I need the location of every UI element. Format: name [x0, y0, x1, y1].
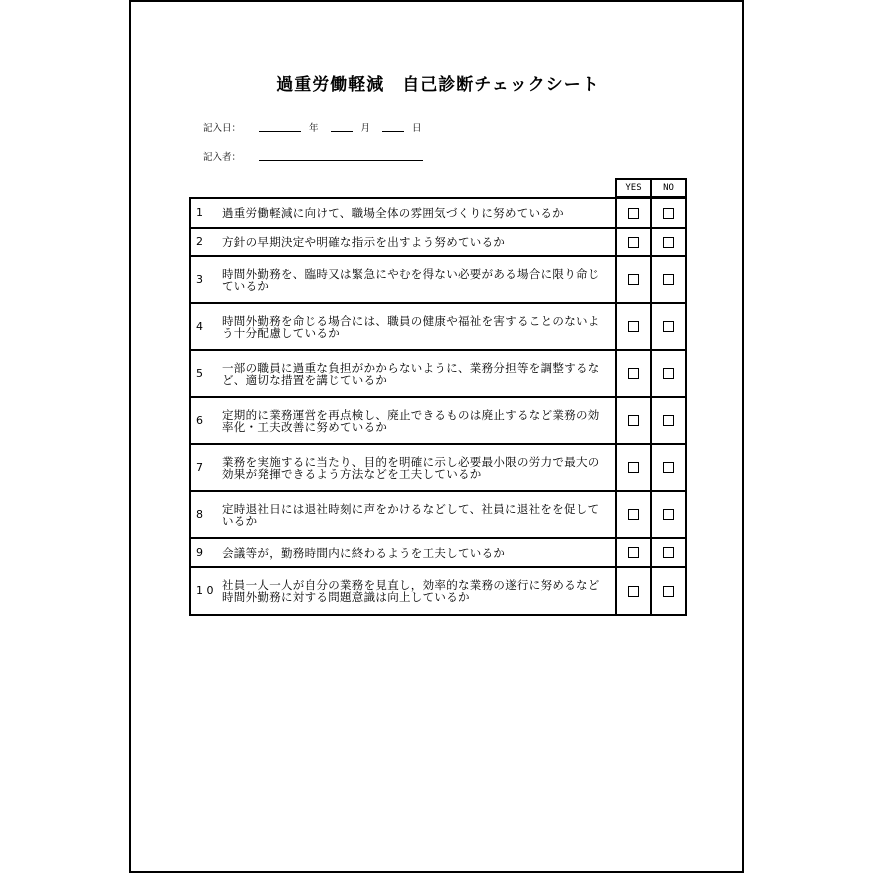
table-row	[189, 197, 687, 229]
question-number: 1	[196, 206, 203, 219]
table-row	[189, 351, 687, 398]
yes-cell	[617, 492, 652, 537]
table-row	[189, 257, 687, 304]
yes-checkbox[interactable]	[628, 368, 639, 379]
no-cell	[652, 492, 685, 537]
yes-cell	[617, 257, 652, 302]
no-checkbox[interactable]	[663, 586, 674, 597]
table-row	[189, 539, 687, 568]
question-cell	[191, 351, 617, 396]
question-cell	[191, 445, 617, 490]
no-cell	[652, 257, 685, 302]
yes-cell	[617, 199, 652, 227]
no-checkbox[interactable]	[663, 237, 674, 248]
yes-header: YES	[615, 178, 652, 198]
day-label: 日	[412, 123, 422, 134]
yes-cell	[617, 398, 652, 443]
question-text: 社員一人一人が自分の業務を見直し，効率的な業務の遂行に努めるなど時間外勤務に対する問題意識は向上しているか	[222, 578, 600, 604]
question-text: 定期的に業務運営を再点検し、廃止できるものは廃止するなど業務の効率化・工夫改善に努めているか	[222, 407, 600, 434]
no-cell	[652, 539, 685, 566]
yes-checkbox[interactable]	[628, 462, 639, 473]
no-cell	[652, 398, 685, 443]
question-text: 定時退社日には退社時刻に声をかけるなどして、社員に退社をを促しているか	[222, 501, 600, 528]
question-cell	[191, 398, 617, 443]
table-row	[189, 568, 687, 616]
day-blank[interactable]	[382, 130, 404, 132]
question-cell	[191, 492, 617, 537]
no-checkbox[interactable]	[663, 274, 674, 285]
yes-checkbox[interactable]	[628, 586, 639, 597]
question-text: 業務を実施するに当たり、目的を明確に示し必要最小限の労力で最大の効果が発揮できるよう方法などを工夫しているか	[222, 454, 600, 481]
no-checkbox[interactable]	[663, 509, 674, 520]
no-cell	[652, 199, 685, 227]
question-number: 1 0	[196, 584, 214, 597]
yes-cell	[617, 568, 652, 614]
no-checkbox[interactable]	[663, 462, 674, 473]
question-cell	[191, 229, 617, 255]
no-cell	[652, 445, 685, 490]
no-checkbox[interactable]	[663, 368, 674, 379]
question-text: 時間外勤務を命じる場合には、職員の健康や福祉を害することのないよう十分配慮しているか	[222, 313, 600, 340]
yes-cell	[617, 229, 652, 255]
yes-cell	[617, 304, 652, 349]
yes-checkbox[interactable]	[628, 415, 639, 426]
table-row	[189, 492, 687, 539]
yes-checkbox[interactable]	[628, 547, 639, 558]
table-row	[189, 445, 687, 492]
document-title: 過重労働軽減 自己診断チェックシート	[276, 75, 600, 95]
question-number: 9	[196, 545, 203, 559]
yes-cell	[617, 539, 652, 566]
month-label: 月	[360, 123, 371, 134]
no-cell	[652, 568, 685, 614]
yes-checkbox[interactable]	[628, 208, 639, 219]
question-cell	[191, 199, 617, 227]
no-cell	[652, 229, 685, 255]
yes-cell	[617, 351, 652, 396]
no-checkbox[interactable]	[663, 321, 674, 332]
question-number: 6	[196, 413, 203, 427]
question-cell	[191, 568, 617, 614]
no-header: NO	[650, 178, 687, 198]
author-blank[interactable]	[259, 159, 423, 161]
table-row	[189, 304, 687, 351]
question-number: 4	[196, 319, 203, 333]
checklist-table	[189, 197, 687, 616]
yes-checkbox[interactable]	[628, 237, 639, 248]
no-checkbox[interactable]	[663, 415, 674, 426]
question-cell	[191, 257, 617, 302]
author-row	[203, 149, 431, 163]
question-number: 3	[196, 272, 203, 286]
no-checkbox[interactable]	[663, 547, 674, 558]
question-number: 5	[196, 366, 203, 380]
table-row	[189, 398, 687, 445]
question-number: 2	[196, 235, 203, 248]
no-cell	[652, 304, 685, 349]
no-cell	[652, 351, 685, 396]
yes-checkbox[interactable]	[628, 509, 639, 520]
question-text: 一部の職員に過重な負担がかからないように、業務分担等を調整するなど、適切な措置を講じているか	[222, 360, 600, 387]
question-text: 会議等が，勤務時間内に終わるようを工夫しているか	[222, 545, 506, 560]
year-label: 年	[309, 123, 319, 134]
yes-checkbox[interactable]	[628, 321, 639, 332]
month-blank[interactable]	[331, 130, 353, 132]
year-blank[interactable]	[259, 130, 301, 132]
yes-checkbox[interactable]	[628, 274, 639, 285]
question-text: 時間外勤務を、臨時又は緊急にやむを得ない必要がある場合に限り命じているか	[222, 266, 600, 293]
question-cell	[191, 539, 617, 566]
question-text: 方針の早期決定や明確な指示を出すよう努めているか	[222, 235, 506, 249]
question-number: 8	[196, 507, 203, 521]
author-label: 記入者：	[203, 152, 242, 163]
question-number: 7	[196, 460, 203, 474]
date-label: 記入日：	[203, 123, 242, 134]
table-row	[189, 229, 687, 257]
entry-date-row	[203, 120, 422, 134]
question-text: 過重労働軽減に向けて、職場全体の雰囲気づくりに努めているか	[222, 206, 564, 220]
no-checkbox[interactable]	[663, 208, 674, 219]
yes-cell	[617, 445, 652, 490]
question-cell	[191, 304, 617, 349]
